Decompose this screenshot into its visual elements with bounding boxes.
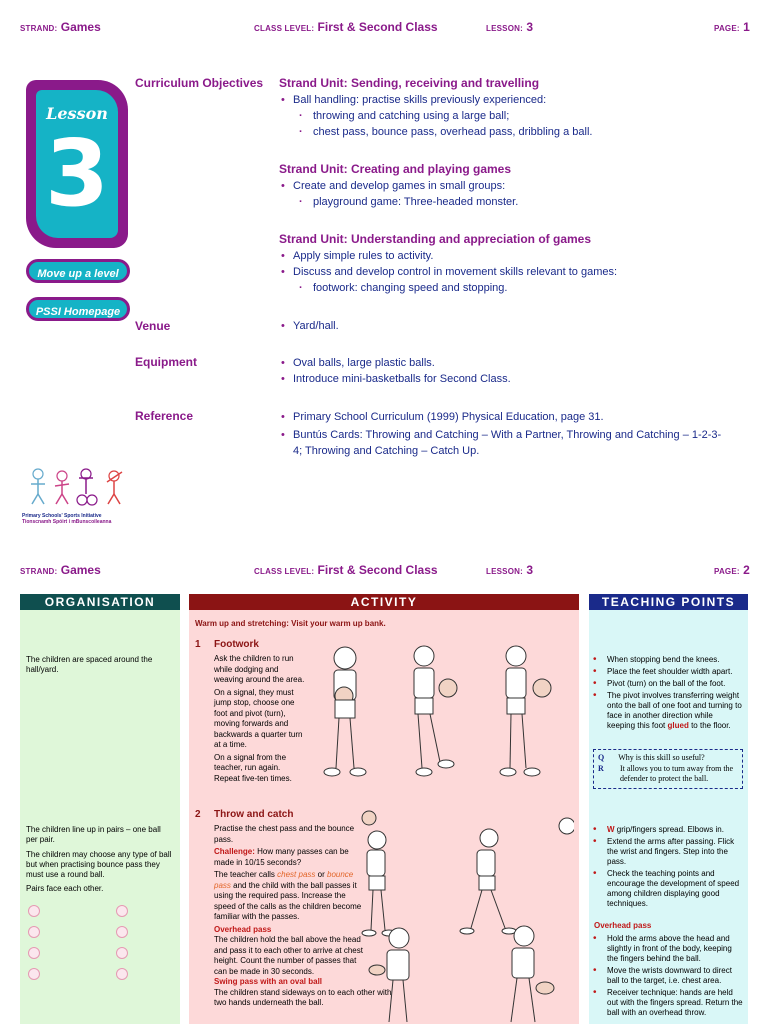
footwork-para: On a signal from the teacher, run again. (214, 752, 287, 772)
lesson-label-text: LESSON: (486, 567, 523, 576)
curriculum-objectives-label: Curriculum Objectives (135, 76, 264, 90)
class-label-text: CLASS LEVEL: (254, 24, 315, 33)
ball-icon (28, 926, 40, 938)
reference-label: Reference (135, 409, 194, 423)
teaching-point: • Place the feet shoulder width apart. (589, 667, 743, 677)
strand-label (20, 20, 101, 34)
overhead-points (589, 934, 743, 1020)
bounce-pass-term: bounce pass (214, 870, 354, 890)
page-value: 1 (743, 20, 750, 34)
pssi-logo (22, 464, 130, 524)
response-text: It allows you to turn away from the defender to protect the ball. (620, 764, 734, 783)
strand-label (20, 563, 101, 577)
teaching-points-column (589, 610, 748, 1024)
footwork-para: Ask the children to run while dodging and weaving around the area. (214, 654, 305, 684)
overhead-pass-text: The children hold the ball above the head and pass it to each other to arrive at chest height. Count the number of passes that can be made in 30 seconds. (214, 935, 363, 976)
footwork-para: On a signal, they must jump stop, choose one foot and pivot (turn), moving forwards and backwards a quarter turn at a time. (214, 687, 303, 749)
throw-para: Practise the chest pass and the bounce pass. (214, 824, 355, 844)
teaching-point (589, 691, 743, 731)
section-1-title: Footwork (214, 639, 259, 650)
section-2-title: Throw and catch (214, 809, 294, 820)
page2-header (0, 561, 768, 581)
calls-text-a: The teacher calls (214, 870, 275, 879)
footwork-text (214, 654, 309, 784)
ball-icon (116, 947, 128, 959)
page-label-text: PAGE: (714, 567, 740, 576)
page-number (714, 20, 750, 34)
objective-item: • Discuss and develop control in movement skills relevant to games: (279, 264, 749, 280)
footwork-para: Repeat five-ten times. (214, 773, 292, 783)
calls-or: or (317, 870, 325, 879)
footwork-points (589, 655, 743, 733)
page-number (714, 563, 750, 577)
strand-unit-title: Strand Unit: Creating and playing games (279, 162, 512, 176)
lesson-word: Lesson (46, 104, 108, 123)
teaching-point: • Pivot (turn) on the ball of the foot. (589, 679, 743, 689)
question-text: Why is this skill so useful? (618, 753, 705, 762)
throw-catch-illustration (349, 810, 574, 1024)
class-level (254, 20, 438, 34)
objective-subitem: · playground game: Three-headed monster. (279, 194, 749, 210)
pivot-text-b: to the floor. (691, 721, 731, 730)
lesson-value: 3 (526, 563, 533, 577)
logo-line2: Tionscnamh Spóirt i mBunscoileanna (22, 519, 112, 525)
challenge-text: How many passes can be made in 10/15 seconds? (214, 847, 349, 867)
lesson-number (486, 563, 533, 577)
teaching-point: • Check the teaching points and encourage the development of speed among children displaying good techniques. (589, 869, 743, 909)
strand-label-text: STRAND: (20, 567, 58, 576)
lesson-big-number: 3 (44, 120, 109, 227)
logo-line1: Primary Schools' Sports Initiative (22, 513, 102, 519)
overhead-pass-tp-title: Overhead pass (594, 921, 652, 930)
glued-word: glued (667, 721, 689, 730)
chest-pass-term: chest pass (277, 870, 316, 879)
swing-pass-text: The children stand sideways on to each other with two hands underneath the ball. (214, 987, 392, 1007)
teaching-point: • Move the wrists downward to direct ball to the target, i.e. chest area. (589, 966, 743, 986)
overhead-pass-title: Overhead pass (214, 924, 272, 934)
strand-unit-3 (279, 232, 749, 296)
reference-content (279, 409, 729, 459)
ball-icon (116, 968, 128, 980)
strand-value: Games (60, 563, 101, 577)
q-label: Q (598, 753, 605, 762)
objective-subitem: · footwork: changing speed and stopping. (279, 280, 749, 296)
objective-subitem: · chest pass, bounce pass, overhead pass, dribbling a ball. (279, 124, 749, 140)
challenge-label: Challenge: (214, 847, 255, 856)
venue-content (279, 318, 749, 334)
ball-icon (28, 947, 40, 959)
class-label-text: CLASS LEVEL: (254, 567, 315, 576)
calls-text-b: and the child with the ball passes it using the required pass. Increase the speed of the calls as the children become familiar with the passes. (214, 880, 362, 921)
section-2-number: 2 (195, 809, 201, 820)
lesson-number (486, 20, 533, 34)
equipment-content (279, 355, 749, 387)
activity-column (189, 610, 579, 1024)
reference-item: • Buntús Cards: Throwing and Catching – With a Partner, Throwing and Catching – 1-2-3-4; Throwing and Catching – Catch Up. (279, 427, 729, 459)
activity-header: ACTIVITY (189, 594, 579, 610)
lesson-badge-inner (36, 90, 118, 238)
page-label-text: PAGE: (714, 24, 740, 33)
equipment-item: • Oval balls, large plastic balls. (279, 355, 749, 371)
pssi-figures-icon (22, 464, 130, 508)
org-text-1: The children are spaced around the hall/yard. (26, 655, 153, 674)
objective-item: • Create and develop games in small groups: (279, 178, 749, 194)
lesson-label-text: LESSON: (486, 24, 523, 33)
w-letter: W (607, 825, 615, 834)
equipment-label: Equipment (135, 355, 197, 369)
section-1-number: 1 (195, 639, 201, 650)
page-value: 2 (743, 563, 750, 577)
teaching-points-header: TEACHING POINTS (589, 594, 748, 610)
lesson-value: 3 (526, 20, 533, 34)
class-level-value: First & Second Class (317, 563, 438, 577)
strand-unit-title: Strand Unit: Sending, receiving and travelling (279, 76, 540, 90)
strand-unit-title: Strand Unit: Understanding and appreciation of games (279, 232, 592, 246)
swing-pass-title: Swing pass with an oval ball (214, 977, 323, 986)
org-text-4: Pairs face each other. (26, 884, 104, 893)
move-up-level-button[interactable]: Move up a level (26, 259, 130, 283)
warmup-text: Warm up and stretching: Visit your warm up bank. (195, 619, 386, 628)
pssi-homepage-button[interactable]: PSSI Homepage (26, 297, 130, 321)
teaching-point: • Extend the arms after passing. Flick the wrist and fingers. Step into the pass. (589, 837, 743, 867)
teaching-point: • Receiver technique: hands are held out with the fingers spread. Return the ball with an overhead throw. (589, 988, 743, 1018)
class-level-value: First & Second Class (317, 20, 438, 34)
lesson-badge (26, 80, 128, 248)
ball-icon (28, 905, 40, 917)
strand-unit-1 (279, 76, 749, 140)
organisation-column (20, 610, 180, 1024)
objective-subitem: · throwing and catching using a large ball; (279, 108, 749, 124)
strand-label-text: STRAND: (20, 24, 58, 33)
teaching-point: • When stopping bend the knees. (589, 655, 743, 665)
pivot-text-a: The pivot involves transferring weight onto the ball of one foot and turning to face in another direction while keeping this foot (607, 691, 742, 730)
strand-value: Games (60, 20, 101, 34)
strand-unit-2 (279, 162, 749, 210)
throw-catch-text (214, 824, 392, 1009)
class-level (254, 563, 438, 577)
teaching-point: • Hold the arms above the head and slightly in front of the body, keeping the fingers behind the ball. (589, 934, 743, 964)
organisation-header: ORGANISATION (20, 594, 180, 610)
objective-item: • Apply simple rules to activity. (279, 248, 749, 264)
equipment-item: • Introduce mini-basketballs for Second Class. (279, 371, 749, 387)
question-response-box (593, 749, 743, 789)
page1-header (0, 18, 768, 38)
ball-icon (116, 926, 128, 938)
venue-item: • Yard/hall. (279, 318, 749, 334)
reference-item: • Primary School Curriculum (1999) Physical Education, page 31. (279, 409, 729, 425)
grip-text: grip/fingers spread. Elbows in. (616, 825, 724, 834)
ball-icon (116, 905, 128, 917)
throw-points (589, 825, 743, 911)
objective-item: • Ball handling: practise skills previously experienced: (279, 92, 749, 108)
footwork-illustration (314, 638, 574, 780)
ball-icon (28, 968, 40, 980)
org-text-2: The children line up in pairs – one ball per pair. (26, 825, 161, 844)
venue-label: Venue (135, 319, 171, 333)
org-text-3: The children may choose any type of ball but when practising bounce pass they must use a round ball. (26, 850, 172, 879)
r-label: R (598, 764, 604, 773)
teaching-point (589, 825, 743, 835)
